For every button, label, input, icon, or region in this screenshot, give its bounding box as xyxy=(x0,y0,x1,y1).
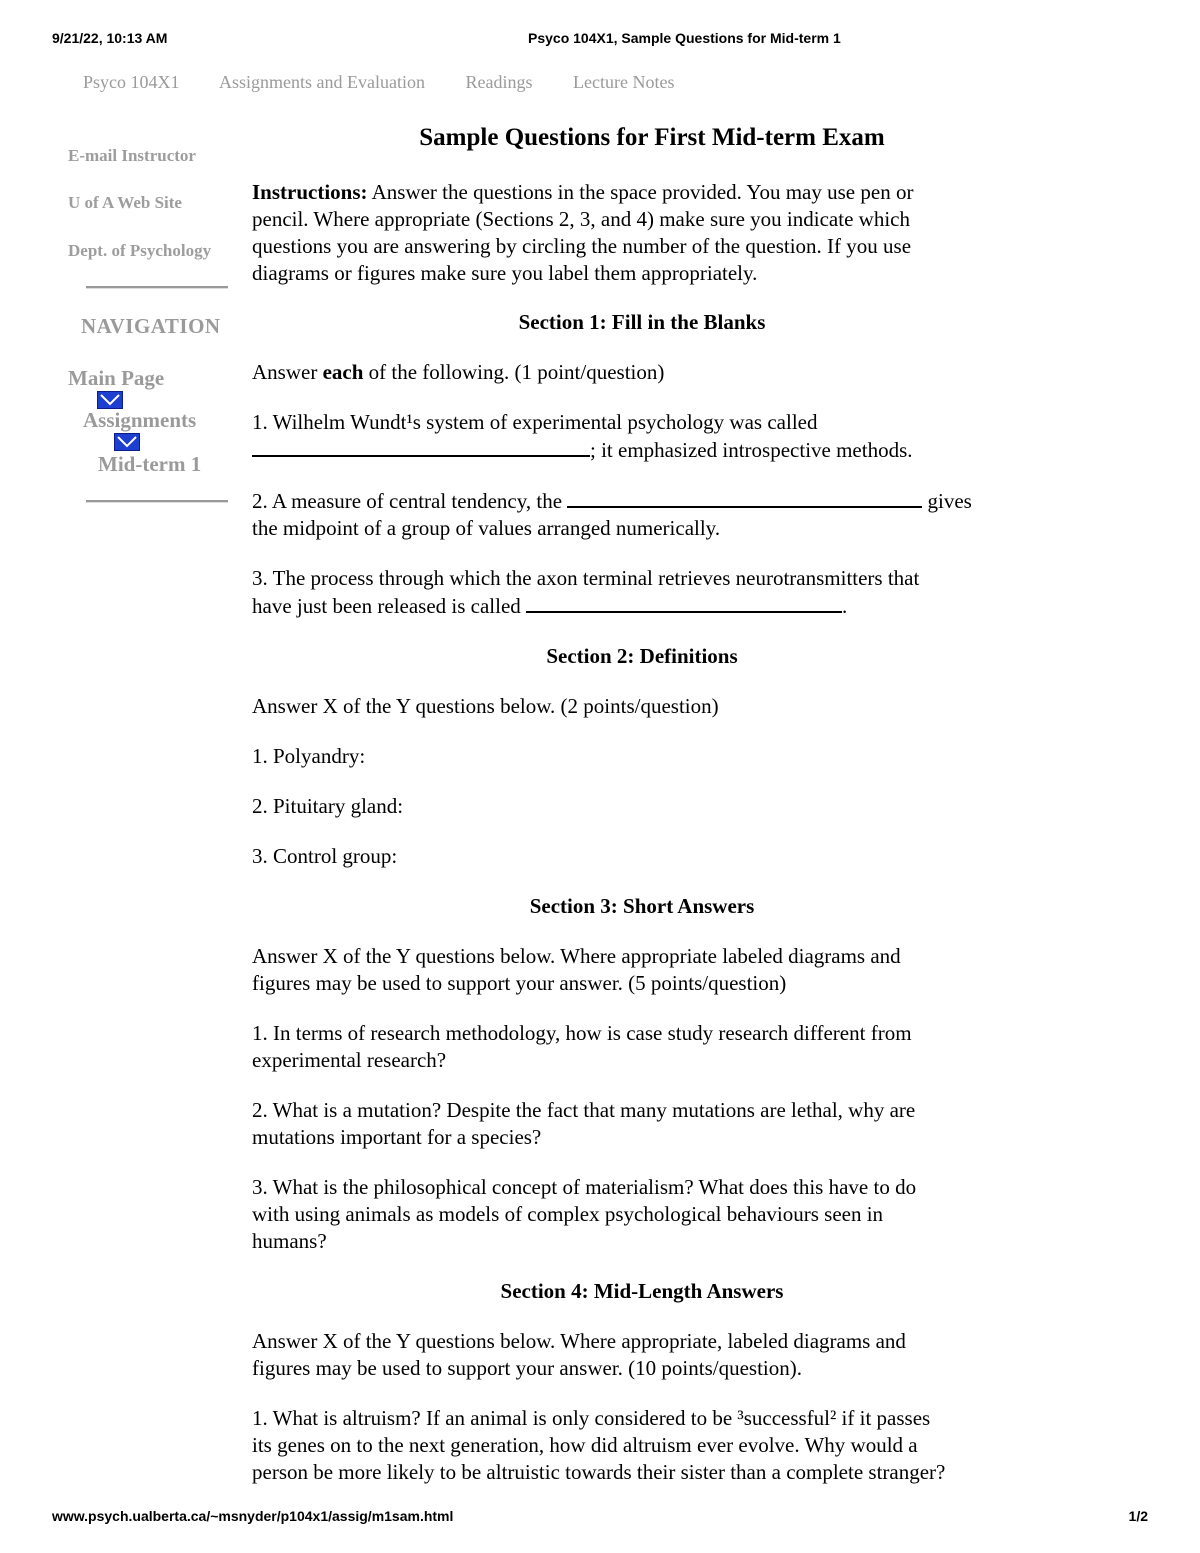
sidebar-divider xyxy=(86,500,228,503)
intro-text: Answer xyxy=(252,360,323,384)
fill-in-blank xyxy=(252,436,590,457)
nav-item-mid-term-1[interactable]: Mid-term 1 xyxy=(98,452,202,476)
print-timestamp: 9/21/22, 10:13 AM xyxy=(52,30,168,46)
question-text: 3. The process through which the axon terminal retrieves neurotransmitters that xyxy=(252,566,920,590)
section-1-heading: Section 1: Fill in the Blanks xyxy=(518,310,766,334)
definition-item: 3. Control group: xyxy=(252,844,398,868)
instructions-text: diagrams or figures make sure you label them appropriately. xyxy=(252,261,758,285)
fill-in-blank xyxy=(567,487,922,508)
section-1-question-2 xyxy=(252,487,1032,542)
question-text: gives xyxy=(922,489,972,513)
question-text: 3. What is the philosophical concept of materialism? What does this have to do xyxy=(252,1175,917,1199)
sidebar-divider xyxy=(86,286,228,289)
intro-text: figures may be used to support your answer. (5 points/question) xyxy=(252,971,787,995)
page-title: Sample Questions for First Mid-term Exam xyxy=(419,124,885,151)
question-text: 2. What is a mutation? Despite the fact that many mutations are lethal, why are xyxy=(252,1098,916,1122)
topnav-link-psyco-104x1[interactable]: Psyco 104X1 xyxy=(83,72,180,92)
section-3-question-1 xyxy=(252,1020,1032,1074)
down-arrow-icon xyxy=(114,433,140,451)
section-2-intro: Answer X of the Y questions below. (2 points/question) xyxy=(252,694,719,718)
question-text: mutations important for a species? xyxy=(252,1125,542,1149)
sidebar-link-email-instructor[interactable]: E-mail Instructor xyxy=(68,146,196,165)
question-text: experimental research? xyxy=(252,1048,447,1072)
section-3-question-3 xyxy=(252,1174,1032,1255)
instructions-text: questions you are answering by circling the number of the question. If you use xyxy=(252,234,912,258)
page-number: 1/2 xyxy=(1128,1508,1148,1524)
instructions-text: pencil. Where appropriate (Sections 2, 3, and 4) make sure you indicate which xyxy=(252,207,910,231)
section-1-intro xyxy=(252,359,1032,386)
section-2-heading: Section 2: Definitions xyxy=(546,644,738,668)
print-url: www.psych.ualberta.ca/~msnyder/p104x1/assig/m1sam.html xyxy=(52,1508,454,1524)
intro-text: Answer X of the Y questions below. Where appropriate, labeled diagrams and xyxy=(252,1329,906,1353)
nav-item-assignments[interactable]: Assignments xyxy=(83,408,197,432)
section-4-intro xyxy=(252,1328,1032,1382)
section-3-intro xyxy=(252,943,1032,997)
section-3-question-2 xyxy=(252,1097,1032,1151)
section-1-question-1 xyxy=(252,409,1032,464)
topnav-link-lecture-notes[interactable]: Lecture Notes xyxy=(573,72,675,92)
print-header xyxy=(52,30,1148,50)
definition-item: 1. Polyandry: xyxy=(252,744,366,768)
nav-item-main-page[interactable]: Main Page xyxy=(68,366,165,390)
definition-item: 2. Pituitary gland: xyxy=(252,794,404,818)
question-text: ; it emphasized introspective methods. xyxy=(590,438,913,462)
question-text: 1. What is altruism? If an animal is only considered to be ³successful² if it passes xyxy=(252,1406,931,1430)
intro-text: Answer X of the Y questions below. Where appropriate labeled diagrams and xyxy=(252,944,901,968)
instructions xyxy=(252,179,1032,287)
instructions-label: Instructions: xyxy=(252,180,368,204)
section-1-question-3 xyxy=(252,565,1032,620)
question-text: . xyxy=(842,594,848,618)
sidebar-link-dept-psychology[interactable]: Dept. of Psychology xyxy=(68,241,212,260)
down-arrow-icon xyxy=(97,391,123,409)
question-text: the midpoint of a group of values arranged numerically. xyxy=(252,516,721,540)
topnav-link-assignments[interactable]: Assignments and Evaluation xyxy=(219,72,426,92)
intro-text: figures may be used to support your answer. (10 points/question). xyxy=(252,1356,802,1380)
top-navigation xyxy=(83,72,710,93)
question-text: 1. Wilhelm Wundt¹s system of experimental psychology was called xyxy=(252,410,818,434)
sidebar-link-uofa-web-site[interactable]: U of A Web Site xyxy=(68,193,182,212)
question-text: 1. In terms of research methodology, how is case study research different from xyxy=(252,1021,912,1045)
section-4-question-1 xyxy=(252,1405,1032,1486)
fill-in-blank xyxy=(526,592,842,613)
instructions-text: Answer the questions in the space provided. You may use pen or xyxy=(367,180,914,204)
question-text: humans? xyxy=(252,1229,327,1253)
question-text: 2. A measure of central tendency, the xyxy=(252,489,568,513)
print-page-title: Psyco 104X1, Sample Questions for Mid-term 1 xyxy=(528,30,841,46)
question-text: have just been released is called xyxy=(252,594,527,618)
question-text: its genes on to the next generation, how did altruism ever evolve. Why would a xyxy=(252,1433,918,1457)
print-footer xyxy=(52,1508,1148,1528)
question-text: with using animals as models of complex psychological behaviours seen in xyxy=(252,1202,884,1226)
question-text: person be more likely to be altruistic towards their sister than a complete stranger? xyxy=(252,1460,946,1484)
intro-text: of the following. (1 point/question) xyxy=(363,360,665,384)
section-3-heading: Section 3: Short Answers xyxy=(529,894,755,918)
intro-emphasis: each xyxy=(322,360,364,384)
section-4-heading: Section 4: Mid-Length Answers xyxy=(500,1279,784,1303)
navigation-heading: NAVIGATION xyxy=(81,314,221,338)
main-content xyxy=(252,124,1032,1486)
topnav-link-readings[interactable]: Readings xyxy=(465,72,533,92)
